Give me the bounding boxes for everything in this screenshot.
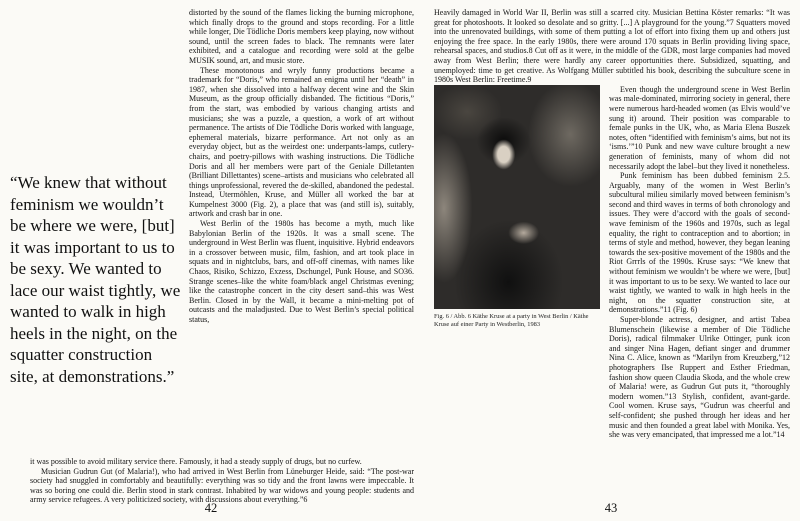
left-page-body xyxy=(10,8,414,454)
right-page-intro xyxy=(434,8,790,85)
left-page-fullwidth xyxy=(10,457,414,505)
paragraph: it was possible to avoid military service there. Famously, it had a steady supply of drugs, but no curfew. xyxy=(30,457,362,466)
page-right xyxy=(422,0,800,521)
right-page-body xyxy=(434,85,790,487)
paragraph: Even though the underground scene in West Berlin was male-dominated, mirroring society in general, there were numerous hard-headed women (as Elvis would’ve sung it) around. Their position was comparable to female punks in the UK, who, as Maria Elena Buszek notes, often “identified with feminism’s aims, but not its ‘isms.’”10 Punk and new wave culture brought a new generation of feminists, many of whom did not necessarily adopt the label–but they lived it nonetheless. xyxy=(609,84,790,171)
paragraph: distorted by the sound of the flames licking the burning microphone, which finally drops to the ground and stops recording. For a little while longer, Die Tödliche Doris members keep playing, now without sound, until the screen fades to black. The remnants were later exhibited, and a catalogue and recording were sold at the gelbe MUSIK sound, art, and music store. xyxy=(189,8,414,65)
figure-caption: Fig. 6 / Abb. 6 Käthe Kruse at a party in West Berlin / Käthe Kruse auf einer Party in Westberlin, 1983 xyxy=(434,312,589,328)
paragraph: Punk feminism has been dubbed feminism 2.5. Arguably, many of the women in West Berlin’s subcultural milieu similarly moved between feminism’s second and third waves in terms of both chronology and issues. They were d’accord with the goals of second-wave feminism of the 1960s and 1970s, such as legal equality, the right to contraception and to abortion; in terms of style and method, however, they began leaning towards the sex-positive movement of the 1980s and the Riot Grrrls of the 1990s. Kruse says: “We knew that without feminism we wouldn’t be where we were, [but] it was important to us to be sexy. We wanted to lace our waist tightly, we wanted to walk in high heels in the night, on the squatter construction site, at demonstrations.”11 (Fig. 6) xyxy=(609,171,790,315)
intro-paragraph: Heavily damaged in World War II, Berlin was still a scarred city. Musician Bettina Köster remarks: “It was great for photoshoots. It looked so desolate and so gritty. [...] A playground for the young.”7 Squatters moved into the unrenovated buildings, with some of them putting a lot of effort into fixing them up and others just enjoying the free space. In the early 1980s, there were around 170 squats in Berlin providing living space, rehearsal spaces, and studios.8 Cut off as it were, in the middle of the GDR, most large companies had moved away from West Berlin; there were hardly any career opportunities there. Subsidized, squatting, and unemployed: time to get creative. As Wolfgang Müller subtitled his book, describing the subculture scene in 1980s West Berlin: Freetime.9 xyxy=(434,8,790,85)
left-page-column xyxy=(189,8,414,454)
paragraph: Super-blonde actress, designer, and artist Tabea Blumenschein (likewise a member of Die Tödliche Doris), radical filmmaker Ulrike Ottinger, punk icon and singer Nina Hagen, defiant singer and drummer Nina C. Alice, known as “Marilyn from Kreuzberg,”12 photographers Ilse Ruppert and Esther Friedman, fashion show queen Claudia Skoda, and the whole crew of Malaria! were, as Gudrun Gut puts it, “thoroughly modern women.”13 Stylish, confident, avant-garde. Cool women. Kruse says, “Gudrun was cheerful and self-confident; she pushed through her ideas and her music and then founded a great label with Monika. Yes, she was very emancipated, that impressed me a lot.”14 xyxy=(609,315,790,440)
paragraph: Musician Gudrun Gut (of Malaria!), who had arrived in West Berlin from Lüneburger Heide, said: “The post-war society had snuggled in comfortably and beautifully: everything was so tidy and the front lawns were impeccable. It was so boring one could die. Berlin stood in stark contrast. Inhabited by war widows and young people: students and army service refugees. A very politicized society, with discussions about everything.”6 xyxy=(30,466,414,505)
page-number-right: 43 xyxy=(604,501,618,515)
pull-quote: “We knew that without feminism we wouldn’t be where we were, [but] it was important to us to be sexy. We wanted to lace our waist tightly, we wanted to walk in high heels in the night, on the squatter construction site, at demonstrations.” xyxy=(10,173,181,386)
figure-kaethe-kruse xyxy=(434,85,600,487)
paragraph: West Berlin of the 1980s has become a myth, much like Babylonian Berlin of the 1920s. It was a small scene. The underground in West Berlin was fluent, inquisitive. Hybrid endeavors in a crossover between music, film, fashion, and art took place in squats and in nightclubs, bars, and off-off cinemas, with names like Chaos, Risiko, Schizzo, Exzess, Dschungel, Punk House, and SO36. Strange scenes–like the white foam/black angel Christmas evening; like the catastrophe concert in the city desert sand–this was West Berlin. Closed in by the Wall, it became a mini-melting pot of outcasts and the maladjusted. Due to West Berlin’s special political status, xyxy=(189,219,414,324)
page-number-left: 42 xyxy=(204,501,218,515)
photo-kaethe-kruse xyxy=(434,85,600,309)
right-page-column xyxy=(609,85,790,487)
paragraph: These monotonous and wryly funny productions became a trademark for “Doris,” who remained an enigma until her “death” in 1987, when she dissolved into a halfway decent wine and the Skin Museum, as the group officially disbanded. The fictitious “Doris,” from the start, was embodied by various changing artists and musicians; she was a puzzle, a question, a work of art without permanence. The artists of Die Tödliche Doris worked with language, ephemeral materials, bizarre performance. Art not only as an everyday object, but as the weirdest one: underpants-lamps, cutlery-chairs, and poetry-pillows with washing instructions. Die Tödliche Doris and all her members were part of the Geniale Dilletanten (Brilliant Dillettantes) scene–artists and musicians who celebrated all things unprofessional, revered the de-skilled, abandoned the pedestal. Instead, Utermöhlen, Kruse, and Müller all worked the bar at Kumpelnest 3000 (Fig. 2), a place that was (and still is), suitably, artwork and crash bar in one. xyxy=(189,65,414,219)
